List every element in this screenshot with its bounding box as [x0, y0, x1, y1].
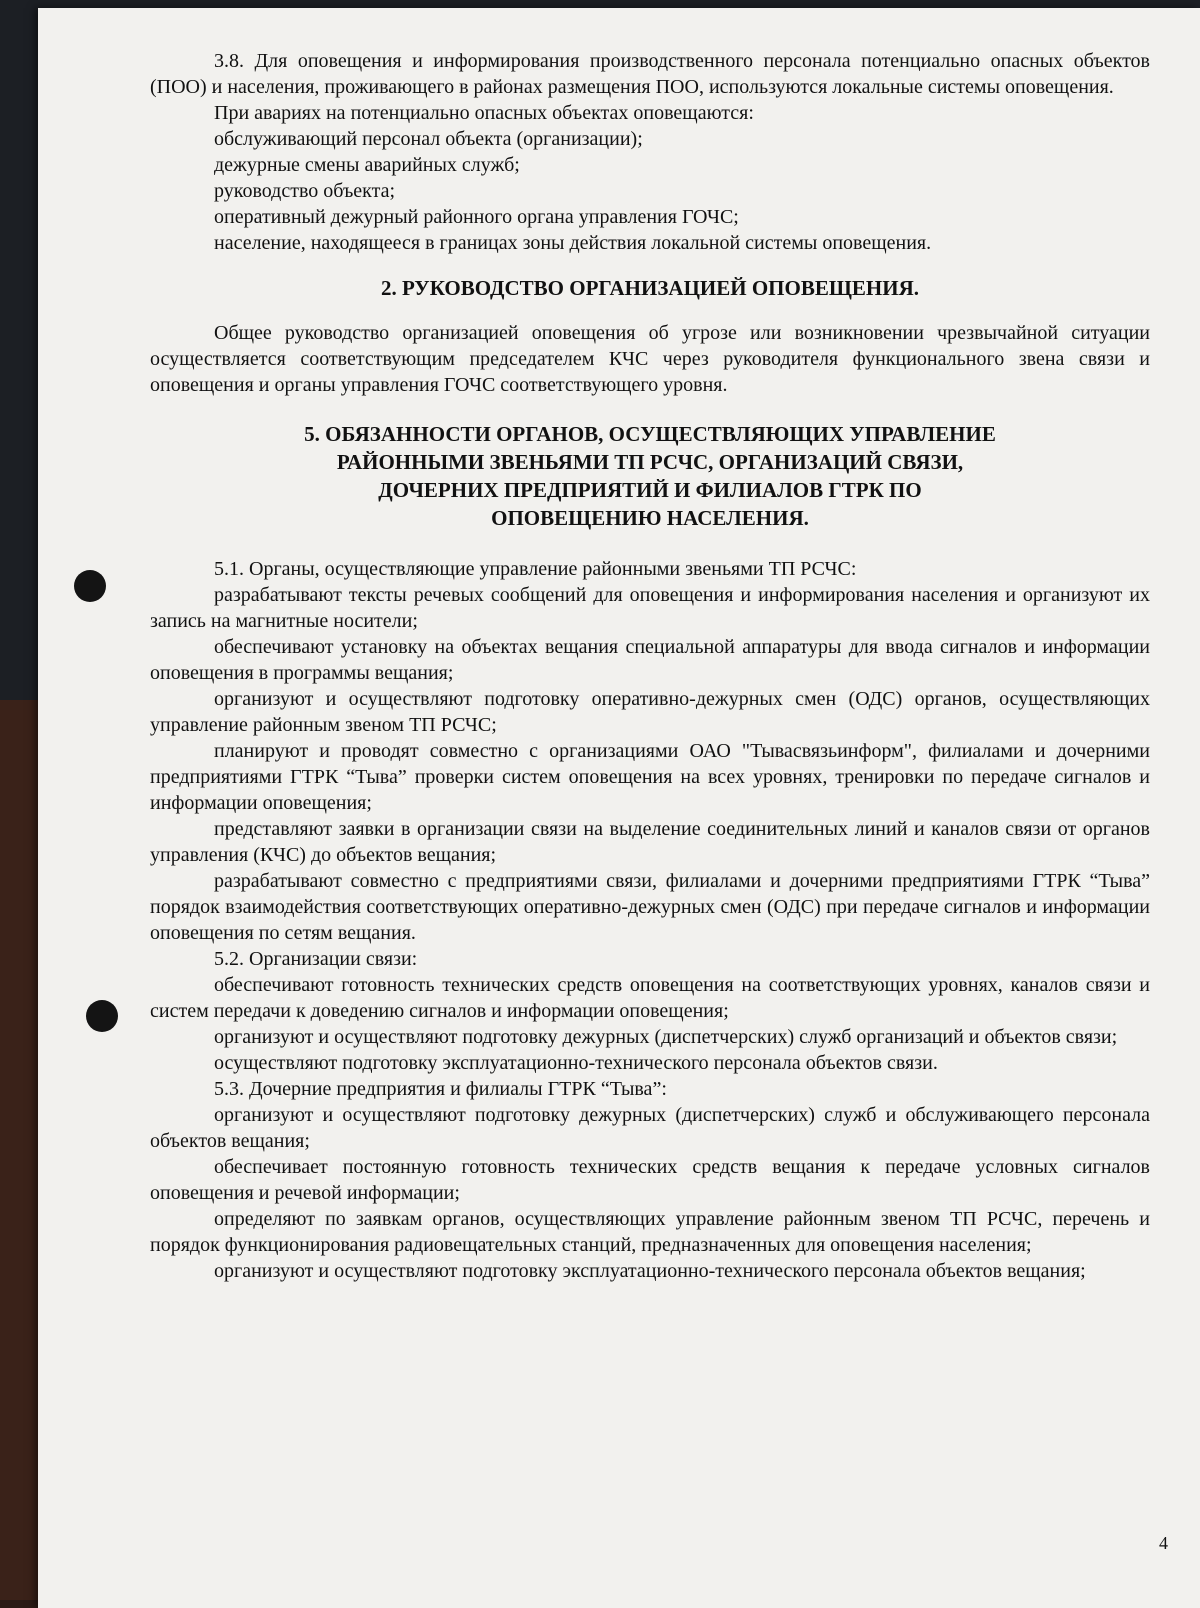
- accidents-list-item: дежурные смены аварийных служб;: [214, 154, 520, 176]
- accidents-list-item: руководство объекта;: [214, 180, 396, 202]
- section-5-heading-line: ДОЧЕРНИХ ПРЕДПРИЯТИЙ И ФИЛИАЛОВ ГТРК ПО: [378, 478, 922, 502]
- subsection-5-3-item: организуют и осуществляют подготовку дежурных (диспетчерских) служб и обслуживающего персонала объектов вещания;: [150, 1104, 1150, 1152]
- subsection-5-1-item: организуют и осуществляют подготовку оперативно-дежурных смен (ОДС) органов, осуществляющих управление районным звеном ТП РСЧС;: [150, 688, 1150, 736]
- section-5-heading-line: РАЙОННЫМИ ЗВЕНЬЯМИ ТП РСЧС, ОРГАНИЗАЦИЙ СВЯЗИ,: [336, 450, 964, 474]
- subsection-5-3-title: 5.3. Дочерние предприятия и филиалы ГТРК “Тыва”:: [214, 1078, 667, 1100]
- section-5-heading-line: ОПОВЕЩЕНИЮ НАСЕЛЕНИЯ.: [491, 506, 809, 530]
- accidents-intro: При авариях на потенциально опасных объектах оповещаются:: [214, 102, 754, 124]
- subsection-5-1-item: разрабатывают тексты речевых сообщений для оповещения и информирования населения и организуют их запись на магнитные носители;: [150, 584, 1150, 632]
- punch-hole-upper: [74, 570, 106, 602]
- subsection-5-1-title: 5.1. Органы, осуществляющие управление районными звеньями ТП РСЧС:: [214, 558, 857, 580]
- paragraph-3-8: 3.8. Для оповещения и информирования производственного персонала потенциально опасных объектов (ПОО) и населения, проживающего в районах размещения ПОО, используются локальные системы оповещения.: [150, 50, 1150, 98]
- accidents-list-item: оперативный дежурный районного органа управления ГОЧС;: [214, 206, 739, 228]
- subsection-5-1-item: планируют и проводят совместно с организациями ОАО "Тывасвязьинформ", филиалами и дочерними предприятиями ГТРК “Тыва” проверки систем оповещения на всех уровнях, тренировки по передаче сигналов и информации оповещения;: [150, 740, 1150, 814]
- subsection-5-1-item: представляют заявки в организации связи на выделение соединительных линий и каналов связи от органов управления (КЧС) до объектов вещания;: [150, 818, 1150, 866]
- subsection-5-2-item: обеспечивают готовность технических средств оповещения на соответствующих уровнях, каналов связи и систем передачи к доведению сигналов и информации оповещения;: [150, 974, 1150, 1022]
- subsection-5-3-item: организуют и осуществляют подготовку эксплуатационно-технического персонала объектов вещания;: [214, 1260, 1086, 1282]
- subsection-5-3-item: определяют по заявкам органов, осуществляющих управление районным звеном ТП РСЧС, перечень и порядок функционирования радиовещательных станций, предназначенных для оповещения населения;: [150, 1208, 1150, 1256]
- subsection-5-2-item: осуществляют подготовку эксплуатационно-технического персонала объектов связи.: [214, 1052, 938, 1074]
- subsection-5-2-title: 5.2. Организации связи:: [214, 948, 418, 970]
- punch-hole-lower: [86, 1000, 118, 1032]
- accidents-list-item: обслуживающий персонал объекта (организации);: [214, 128, 643, 150]
- document-page: [38, 8, 1200, 1608]
- page-number: 4: [1159, 1533, 1168, 1553]
- section-2-text: Общее руководство организацией оповещения об угрозе или возникновении чрезвычайной ситуации осуществляется соответствующим председателем КЧС через руководителя функционального звена связи и оповещения и органы управления ГОЧС соответствующего уровня.: [150, 322, 1150, 396]
- subsection-5-1-item: обеспечивают установку на объектах вещания специальной аппаратуры для ввода сигналов и информации оповещения в программы вещания;: [150, 636, 1150, 684]
- section-5-heading-line: 5. ОБЯЗАННОСТИ ОРГАНОВ, ОСУЩЕСТВЛЯЮЩИХ УПРАВЛЕНИЕ: [304, 422, 996, 446]
- page-content: [150, 48, 1150, 1284]
- subsection-5-3-item: обеспечивает постоянную готовность технических средств вещания к передаче условных сигналов оповещения и речевой информации;: [150, 1156, 1150, 1204]
- section-5-heading: [150, 420, 1150, 532]
- subsection-5-2-item: организуют и осуществляют подготовку дежурных (диспетчерских) служб организаций и объектов связи;: [214, 1026, 1118, 1048]
- accidents-list-item: население, находящееся в границах зоны действия локальной системы оповещения.: [214, 232, 932, 254]
- subsection-5-1-item: разрабатывают совместно с предприятиями связи, филиалами и дочерними предприятиями ГТРК “Тыва” порядок взаимодействия соответствующих оперативно-дежурных смен (ОДС) при передаче сигналов и информации оповещения по сетям вещания.: [150, 870, 1150, 944]
- section-2-heading: 2. РУКОВОДСТВО ОРГАНИЗАЦИЕЙ ОПОВЕЩЕНИЯ.: [380, 276, 919, 300]
